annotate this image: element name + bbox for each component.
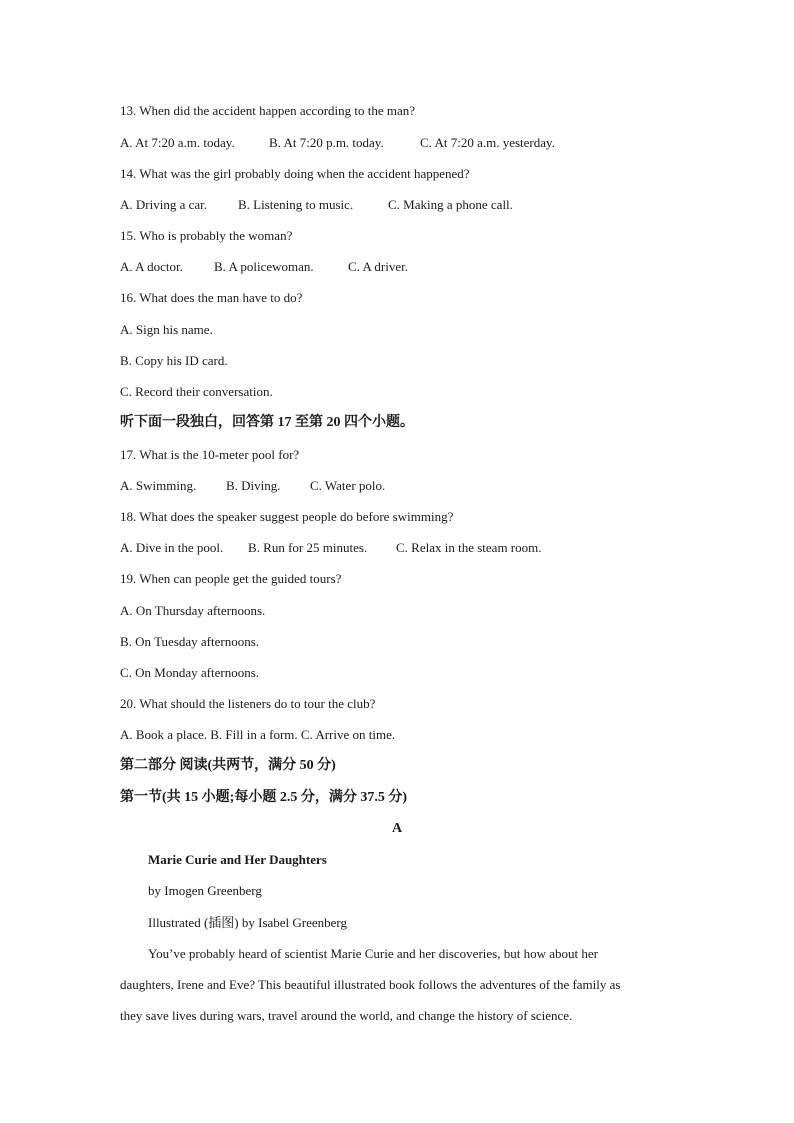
option-c: C. Water polo. [310, 478, 386, 493]
option-c: C. A driver. [348, 259, 408, 274]
option-a: A. A doctor. [120, 259, 183, 274]
option-b: B. Run for 25 minutes. [248, 540, 368, 555]
paragraph-line: You’ve probably heard of scientist Marie Curie and her discoveries, but how about her [148, 946, 598, 961]
option-c: C. Relax in the steam room. [396, 540, 542, 555]
option-c: C. Making a phone call. [388, 197, 513, 212]
option-a: A. Driving a car. [120, 197, 208, 212]
question-13-options [120, 134, 555, 152]
option-b: B. Diving. [226, 478, 281, 493]
section-heading-monologue: 听下面一段独白，回答第 17 至第 20 四个小题。 [120, 415, 414, 430]
option-a: A. Dive in the pool. [120, 540, 224, 555]
option-c: C. At 7:20 a.m. yesterday. [420, 135, 555, 150]
question-16-option-a: A. Sign his name. [120, 322, 213, 337]
section1-heading: 第一节(共 15 小题;每小题 2.5 分，满分 37.5 分) [120, 790, 407, 805]
question-20: 20. What should the listeners do to tour the club? [120, 696, 376, 711]
question-14-options [120, 196, 513, 214]
question-16: 16. What does the man have to do? [120, 290, 303, 305]
paragraph-line: daughters, Irene and Eve? This beautiful illustrated book follows the adventures of the family as [120, 977, 621, 992]
question-19: 19. When can people get the guided tours? [120, 571, 342, 586]
book-title: Marie Curie and Her Daughters [148, 852, 327, 867]
question-13: 13. When did the accident happen according to the man? [120, 103, 416, 118]
book-illustrator: Illustrated (插图) by Isabel Greenberg [148, 915, 348, 930]
paragraph-line: they save lives during wars, travel around the world, and change the history of science. [120, 1008, 573, 1023]
question-18-options [120, 539, 542, 557]
question-19-option-b: B. On Tuesday afternoons. [120, 634, 260, 649]
option-b: B. At 7:20 p.m. today. [269, 135, 384, 150]
question-16-option-c: C. Record their conversation. [120, 384, 273, 399]
question-15-options [120, 258, 408, 276]
question-19-option-c: C. On Monday afternoons. [120, 665, 260, 680]
passage-letter: A [391, 821, 403, 836]
book-author: by Imogen Greenberg [148, 883, 262, 898]
question-19-option-a: A. On Thursday afternoons. [120, 603, 266, 618]
question-16-option-b: B. Copy his ID card. [120, 353, 228, 368]
option-b: B. Listening to music. [238, 197, 354, 212]
option-a: A. At 7:20 a.m. today. [120, 135, 235, 150]
question-18: 18. What does the speaker suggest people do before swimming? [120, 509, 454, 524]
question-15: 15. Who is probably the woman? [120, 228, 293, 243]
option-b: B. A policewoman. [214, 259, 314, 274]
question-14: 14. What was the girl probably doing when the accident happened? [120, 166, 470, 181]
part2-heading: 第二部分 阅读(共两节，满分 50 分) [120, 758, 336, 773]
question-20-options: A. Book a place. B. Fill in a form. C. Arrive on time. [120, 727, 396, 742]
question-17: 17. What is the 10-meter pool for? [120, 447, 300, 462]
question-17-options [120, 477, 385, 495]
option-a: A. Swimming. [120, 478, 197, 493]
